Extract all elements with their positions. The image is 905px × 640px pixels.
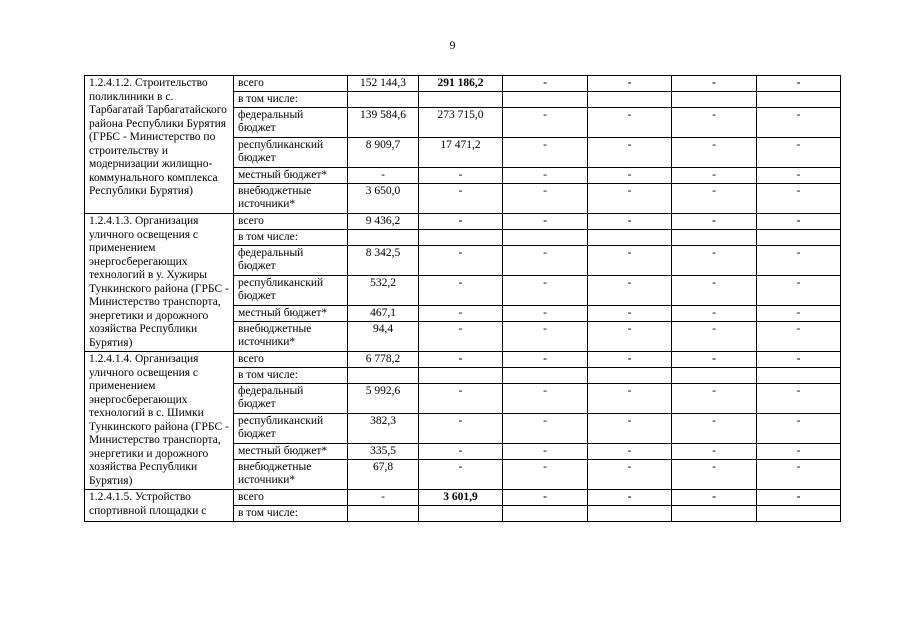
amount-cell: -: [419, 414, 503, 444]
amount-cell: -: [757, 138, 841, 168]
table-row: [85, 490, 841, 506]
funding-source: республиканский бюджет: [234, 414, 348, 444]
amount-cell: -: [588, 276, 672, 306]
amount-cell: -: [757, 384, 841, 414]
amount-cell: [503, 230, 588, 246]
amount-cell: -: [348, 490, 419, 506]
amount-cell: -: [672, 306, 757, 322]
amount-cell: -: [588, 460, 672, 490]
program-name: 1.2.4.1.4. Организация уличного освещения с применением энергосберегающих технологий в с. Шимки Тункинского района (ГРБС - Министерство транспорта, энергетики и дорожного хозяйства Республики Бурятия): [85, 352, 234, 490]
amount-cell: -: [588, 108, 672, 138]
amount-cell: -: [672, 276, 757, 306]
page-number: 9: [449, 38, 456, 52]
amount-cell: -: [588, 246, 672, 276]
amount-cell: -: [588, 214, 672, 230]
amount-cell: [672, 506, 757, 522]
table-row: [85, 352, 841, 368]
amount-cell: -: [757, 460, 841, 490]
amount-cell: -: [672, 322, 757, 352]
budget-table: [84, 75, 841, 522]
amount-cell: -: [757, 214, 841, 230]
funding-source: республиканский бюджет: [234, 138, 348, 168]
amount-cell: -: [503, 306, 588, 322]
amount-cell: 273 715,0: [419, 108, 503, 138]
amount-cell: -: [672, 414, 757, 444]
funding-source: местный бюджет*: [234, 306, 348, 322]
amount-cell: -: [503, 460, 588, 490]
amount-cell: -: [503, 214, 588, 230]
amount-cell: 3 650,0: [348, 184, 419, 214]
amount-cell: [588, 92, 672, 108]
amount-cell: [672, 92, 757, 108]
funding-source: внебюджетные источники*: [234, 184, 348, 214]
amount-cell: -: [757, 276, 841, 306]
amount-cell: [588, 230, 672, 246]
amount-cell: 6 778,2: [348, 352, 419, 368]
funding-source: в том числе:: [234, 92, 348, 108]
amount-cell: -: [503, 246, 588, 276]
amount-cell: -: [503, 276, 588, 306]
amount-cell: -: [757, 444, 841, 460]
amount-cell: -: [757, 108, 841, 138]
amount-cell: -: [588, 184, 672, 214]
amount-cell: -: [503, 352, 588, 368]
table-row: [85, 214, 841, 230]
amount-cell: -: [588, 76, 672, 92]
amount-cell: [503, 506, 588, 522]
funding-source: в том числе:: [234, 506, 348, 522]
amount-cell: -: [419, 352, 503, 368]
amount-cell: -: [757, 184, 841, 214]
program-name: 1.2.4.1.3. Организация уличного освещения с применением энергосберегающих технологий в у. Хужиры Тункинского района (ГРБС - Министерство транспорта, энергетики и дорожного хозяйства Республики Бурятия): [85, 214, 234, 352]
amount-cell: [672, 230, 757, 246]
amount-cell: 94,4: [348, 322, 419, 352]
amount-cell: -: [588, 352, 672, 368]
amount-cell: -: [419, 184, 503, 214]
amount-cell: -: [672, 168, 757, 184]
amount-cell: -: [419, 214, 503, 230]
funding-source: в том числе:: [234, 368, 348, 384]
amount-cell: -: [588, 322, 672, 352]
amount-cell: -: [503, 168, 588, 184]
amount-cell: [588, 506, 672, 522]
amount-cell: -: [588, 490, 672, 506]
amount-cell: [757, 230, 841, 246]
amount-cell: -: [588, 168, 672, 184]
amount-cell: -: [757, 76, 841, 92]
amount-cell: 382,3: [348, 414, 419, 444]
amount-cell: -: [588, 306, 672, 322]
amount-cell: -: [588, 444, 672, 460]
program-name: 1.2.4.1.5. Устройство спортивной площадки с: [85, 490, 234, 522]
funding-source: федеральный бюджет: [234, 246, 348, 276]
amount-cell: -: [672, 76, 757, 92]
amount-cell: [348, 92, 419, 108]
amount-cell: [757, 368, 841, 384]
amount-cell: -: [503, 138, 588, 168]
amount-cell: [419, 92, 503, 108]
amount-cell: -: [419, 306, 503, 322]
amount-cell: 8 342,5: [348, 246, 419, 276]
amount-cell: -: [503, 76, 588, 92]
amount-cell: -: [419, 444, 503, 460]
amount-cell: -: [419, 246, 503, 276]
funding-source: всего: [234, 214, 348, 230]
funding-source: всего: [234, 352, 348, 368]
amount-cell: 291 186,2: [419, 76, 503, 92]
amount-cell: 9 436,2: [348, 214, 419, 230]
amount-cell: 3 601,9: [419, 490, 503, 506]
amount-cell: 8 909,7: [348, 138, 419, 168]
funding-source: федеральный бюджет: [234, 384, 348, 414]
amount-cell: [348, 506, 419, 522]
amount-cell: -: [503, 414, 588, 444]
funding-source: внебюджетные источники*: [234, 322, 348, 352]
amount-cell: -: [757, 322, 841, 352]
amount-cell: 17 471,2: [419, 138, 503, 168]
amount-cell: -: [757, 168, 841, 184]
amount-cell: -: [419, 460, 503, 490]
amount-cell: -: [757, 306, 841, 322]
amount-cell: -: [348, 168, 419, 184]
amount-cell: -: [672, 246, 757, 276]
amount-cell: -: [588, 384, 672, 414]
amount-cell: 139 584,6: [348, 108, 419, 138]
amount-cell: -: [419, 276, 503, 306]
amount-cell: -: [757, 490, 841, 506]
funding-source: внебюджетные источники*: [234, 460, 348, 490]
amount-cell: -: [672, 460, 757, 490]
amount-cell: [672, 368, 757, 384]
amount-cell: -: [672, 108, 757, 138]
amount-cell: -: [672, 352, 757, 368]
amount-cell: [503, 368, 588, 384]
amount-cell: [503, 92, 588, 108]
amount-cell: [348, 230, 419, 246]
funding-source: республиканский бюджет: [234, 276, 348, 306]
amount-cell: -: [503, 184, 588, 214]
amount-cell: -: [672, 184, 757, 214]
amount-cell: -: [757, 414, 841, 444]
amount-cell: [419, 368, 503, 384]
amount-cell: [419, 230, 503, 246]
amount-cell: -: [672, 444, 757, 460]
amount-cell: 335,5: [348, 444, 419, 460]
amount-cell: -: [672, 490, 757, 506]
amount-cell: -: [503, 384, 588, 414]
funding-source: всего: [234, 490, 348, 506]
amount-cell: -: [419, 322, 503, 352]
funding-source: федеральный бюджет: [234, 108, 348, 138]
amount-cell: -: [672, 138, 757, 168]
amount-cell: 467,1: [348, 306, 419, 322]
amount-cell: -: [588, 138, 672, 168]
amount-cell: -: [757, 246, 841, 276]
amount-cell: -: [757, 352, 841, 368]
amount-cell: 152 144,3: [348, 76, 419, 92]
funding-source: в том числе:: [234, 230, 348, 246]
amount-cell: [757, 92, 841, 108]
funding-source: местный бюджет*: [234, 168, 348, 184]
amount-cell: [588, 368, 672, 384]
amount-cell: -: [503, 108, 588, 138]
amount-cell: 5 992,6: [348, 384, 419, 414]
amount-cell: [757, 506, 841, 522]
amount-cell: -: [503, 322, 588, 352]
amount-cell: -: [588, 414, 672, 444]
funding-source: всего: [234, 76, 348, 92]
amount-cell: [348, 368, 419, 384]
table-row: [85, 76, 841, 92]
amount-cell: -: [503, 444, 588, 460]
funding-source: местный бюджет*: [234, 444, 348, 460]
amount-cell: [419, 506, 503, 522]
amount-cell: -: [419, 384, 503, 414]
amount-cell: 532,2: [348, 276, 419, 306]
amount-cell: 67,8: [348, 460, 419, 490]
amount-cell: -: [672, 384, 757, 414]
program-name: 1.2.4.1.2. Строительство поликлиники в с. Тарбагатай Тарбагатайского района Республики Бурятия (ГРБС - Министерство по строительству и модернизации жилищно-коммунального комплекса Республики Бурятия): [85, 76, 234, 214]
amount-cell: -: [419, 168, 503, 184]
amount-cell: -: [503, 490, 588, 506]
amount-cell: -: [672, 214, 757, 230]
